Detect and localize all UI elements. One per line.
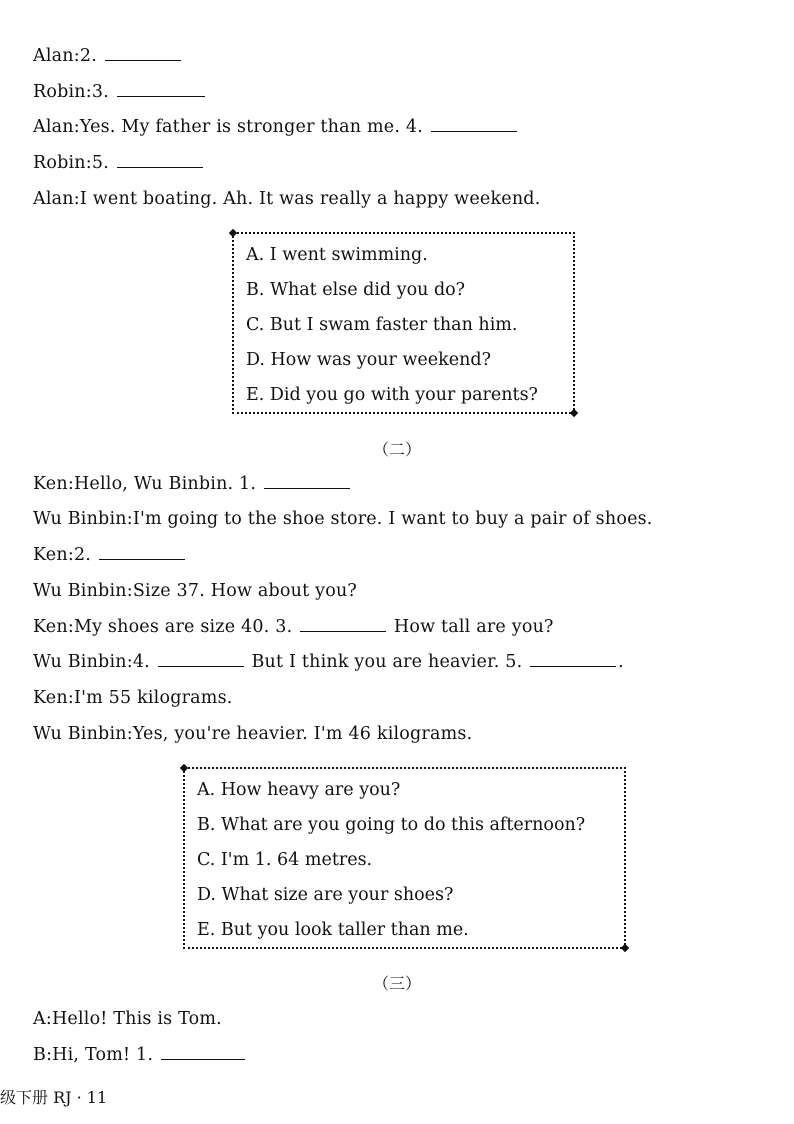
speaker: Wu Binbin <box>33 652 127 672</box>
answer-blank[interactable] <box>264 472 350 489</box>
dialogue-line: A:Hello! This is Tom. <box>33 1009 222 1029</box>
answer-blank[interactable] <box>300 615 386 632</box>
answer-blank[interactable] <box>161 1043 245 1060</box>
dialogue-line: Ken:My shoes are size 40. 3. How tall are you? <box>33 617 554 637</box>
speaker: Wu Binbin <box>33 724 127 744</box>
option-b: B. What else did you do? <box>246 280 466 300</box>
dialogue-line: Wu Binbin:Yes, you're heavier. I'm 46 kilograms. <box>33 724 473 744</box>
dialogue-line: Wu Binbin:4. But I think you are heavier. 5. . <box>33 652 624 672</box>
answer-blank[interactable] <box>530 650 616 667</box>
speaker: Ken <box>33 474 68 494</box>
dialogue-line: Ken:Hello, Wu Binbin. 1. <box>33 472 352 496</box>
speaker: Ken <box>33 688 68 708</box>
answer-blank[interactable] <box>431 115 517 132</box>
dialogue-line: Ken:2. <box>33 543 187 567</box>
speaker: A <box>33 1009 46 1029</box>
dialogue-line: Alan:Yes. My father is stronger than me. 4. <box>33 115 519 139</box>
speaker: Wu Binbin <box>33 581 127 601</box>
dialogue-line: Wu Binbin:I'm going to the shoe store. I want to buy a pair of shoes. <box>33 509 653 529</box>
option-b: B. What are you going to do this afternoon? <box>197 815 586 835</box>
speaker: Alan <box>33 189 74 209</box>
section-heading: （三） <box>372 974 421 993</box>
dialogue-line: Robin:3. <box>33 80 207 104</box>
option-d: D. How was your weekend? <box>246 350 491 370</box>
option-d: D. What size are your shoes? <box>197 885 454 905</box>
dialogue-line: B:Hi, Tom! 1. <box>33 1043 247 1067</box>
speaker: Wu Binbin <box>33 509 127 529</box>
answer-blank[interactable] <box>117 80 205 97</box>
answer-blank[interactable] <box>99 543 185 560</box>
dialogue-line: Wu Binbin:Size 37. How about you? <box>33 581 357 601</box>
speaker: Ken <box>33 617 68 637</box>
option-a: A. I went swimming. <box>246 245 428 265</box>
option-e: E. But you look taller than me. <box>197 920 469 940</box>
speaker: B <box>33 1045 47 1065</box>
option-a: A. How heavy are you? <box>197 780 401 800</box>
option-e: E. Did you go with your parents? <box>246 385 538 405</box>
answer-blank[interactable] <box>117 151 203 168</box>
option-c: C. I'm 1. 64 metres. <box>197 850 373 870</box>
options-box <box>183 767 626 949</box>
speaker: Robin <box>33 153 86 173</box>
speaker: Alan <box>33 117 74 137</box>
speaker: Robin <box>33 82 86 102</box>
options-box <box>232 232 575 414</box>
option-c: C. But I swam faster than him. <box>246 315 518 335</box>
answer-blank[interactable] <box>105 44 181 61</box>
dialogue-line: Robin:5. <box>33 151 205 175</box>
page-footer: 级下册 RJ · 11 <box>0 1088 108 1107</box>
speaker: Alan <box>33 46 74 66</box>
section-heading: （二） <box>372 440 421 459</box>
speaker: Ken <box>33 545 68 565</box>
dialogue-line: Alan:2. <box>33 44 183 68</box>
dialogue-line: Ken:I'm 55 kilograms. <box>33 688 233 708</box>
dialogue-line: Alan:I went boating. Ah. It was really a happy weekend. <box>33 189 541 209</box>
answer-blank[interactable] <box>158 650 244 667</box>
